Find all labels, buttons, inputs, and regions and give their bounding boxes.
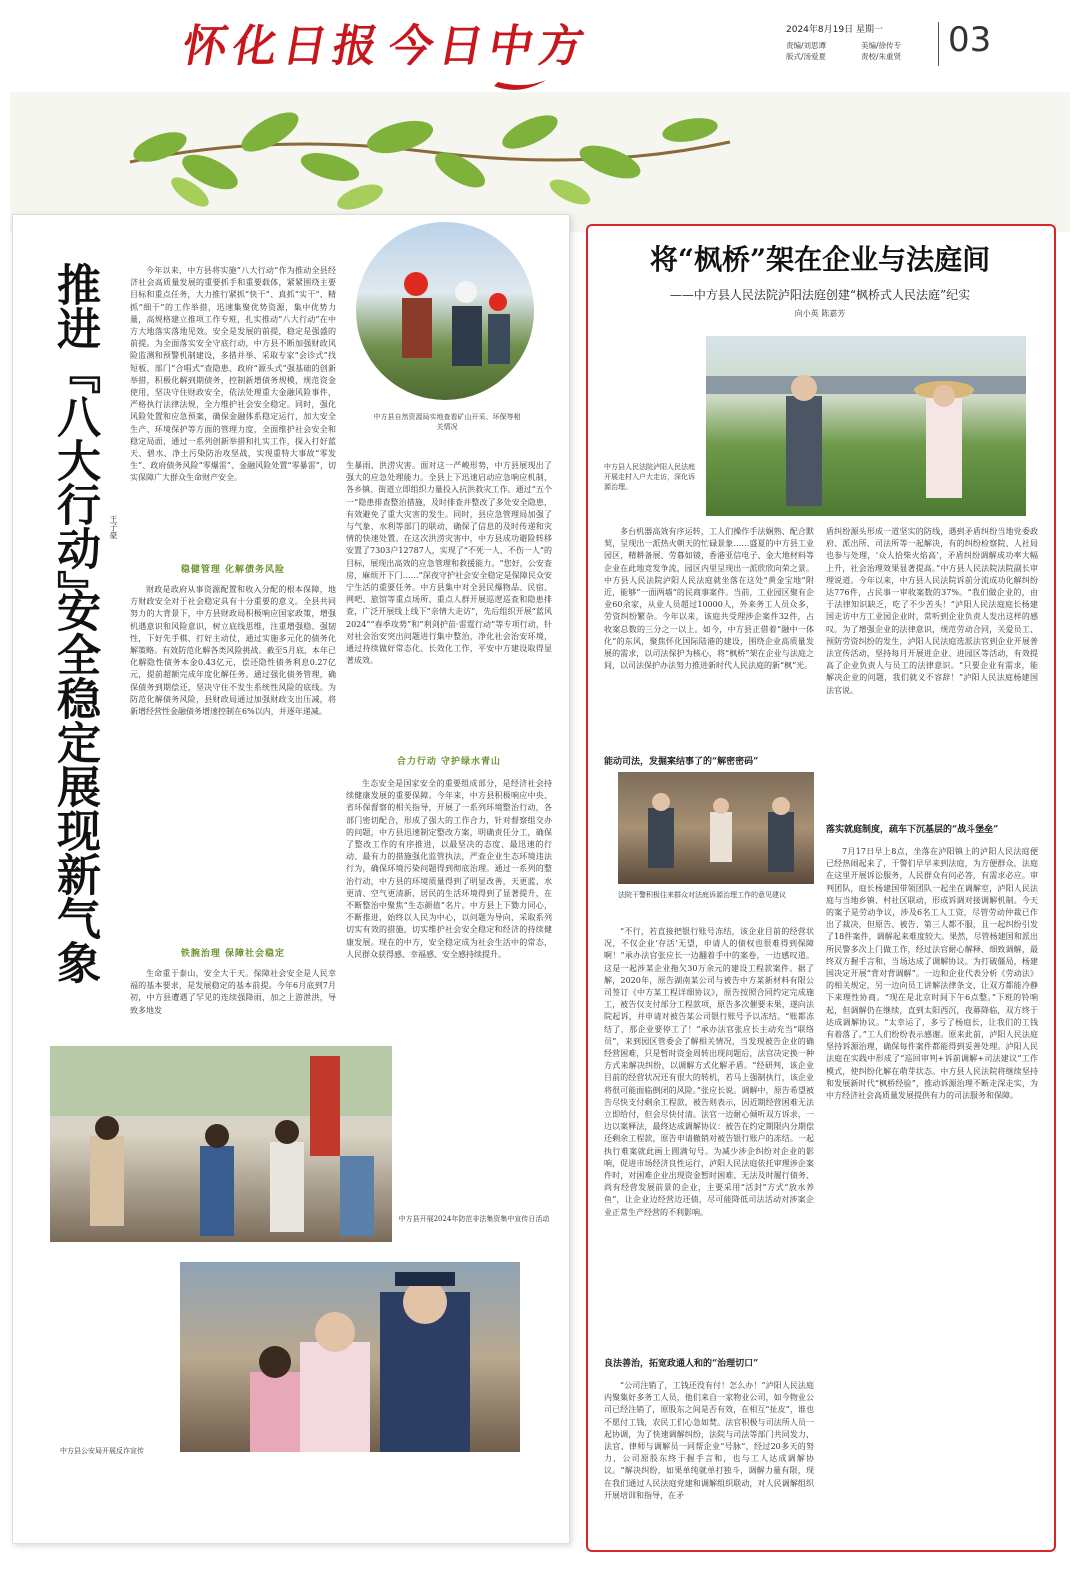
paragraph: 生命重于泰山，安全大于天。保障社会安全是人民幸福的基本要求，是发展稳定的基本前提。今年6月底到7月初，中方县遭遇了罕见的连续强降雨，加之上游泄洪，导致多地发	[130, 969, 336, 1015]
right-col2-text	[826, 526, 1038, 814]
section-heading: 合力行动 守护绿水青山	[396, 757, 502, 767]
section-name: 今日中方	[384, 21, 594, 72]
right-col1-text-3	[604, 1380, 814, 1544]
paragraph: 今年以来，中方县将实施“八大行动”作为推动全县经济社会高质量发展的重要抓手和重要载体，紧紧围绕主要目标和重点任务，大力推行紧抓“快干”、真抓“实干”、精抓“细干”的工作举措，迅速集聚优势资源，集中优势力量，高规格建立推项工作专班，扎实推动“八大行动”在中方大地落实落地见效。安全是发展的前提，稳定是强盛的前提。为全面落实安全守底行动，中方县不断加强财政风险监测和预警机制建设，多措并举、采取专家“会诊式”找短板、部门“合唱式”查隐患、政府“源头式”强基础的创新举措，积极化解到期债务，控制新增债务规模，规范资金使用，坚决守住财政安全，依法处理重大金融风险事件，严格执行法律法规，全力维护社会安全稳定。同时，强化风险处置和应急预案，确保金融体系稳定运行，加大安全生产、环境保护等方面的管理力度，全面维护社会安全和稳定局面，通过一系列创新举措和扎实工作，探入打好蓝天、碧水、净土污染防治攻坚战，实现重特大事故“零发生”、政府债务风险“零爆雷”、金融风险处置“零暴雷”，切实保障广大群众生命财产安全。	[130, 266, 336, 483]
title-line-2: 安全稳定展现新气象	[49, 588, 100, 984]
section-heading: 稳健管理 化解债务风险	[180, 565, 286, 575]
right-col1-text	[604, 526, 814, 748]
editor-credit: 版式/汤爱夏	[786, 52, 827, 61]
left-article-author: 王子豪	[109, 515, 118, 539]
title-line-1: 推进『八大行动』	[49, 262, 100, 614]
page-divider	[938, 22, 939, 66]
left-col1-text-2	[130, 584, 336, 934]
left-col2-text	[346, 460, 552, 740]
editor-credit: 美编/徐传专	[861, 41, 902, 50]
leaf-branch-icon	[10, 92, 1070, 232]
left-col1-text	[130, 265, 336, 555]
section-heading: 落实就庭制度，疏车下沉基层的“战斗堡垒”	[826, 825, 999, 835]
photo-caption: 法院干警积极往来群众对法庭诉源治理工作的意见建议	[618, 891, 786, 899]
leaf-banner	[10, 92, 1070, 232]
paragraph: 多台机器高效有序运转，工人们操作手法娴熟、配合默契，呈现出一派热火朝天的忙碌景象……盛夏的中方县工业园区，精耕备展、劳暮如镜，香港亚信电子、金大地材料等企业在此地竞发争流，园区内里呈现出一派欣欣向荣之景。中方县人民法院泸阳人民法庭就坐落在这处“黄金宝地”附近，能够“一面两墙”的民商事案件。当前，工业园区聚有企业60余家，从业人员超过10000人，外来务工人员众多，劳资纠纷繁杂。今年以来，该庭共受理涉企案件32件，占收案总数的三分之一以上。如今，中方县正借着“融中一体化”的东风，聚焦怀化国际陆港的建设，围绕企业高质量发展的需求，以司法保护为核心，将“枫桥”架在企业与法庭之间，以司法保护办法努力推进新时代人民法庭的新“枫”光。	[604, 527, 814, 671]
paragraph: “公司注销了，工钱还没有付！怎么办！”泸阳人民法庭内聚集好多务工人员，他们来自一家物业公司，如今物业公司已经注销了，原股东之间是否有效，在相互“扯皮”，谁也不愿付工钱，农民工们心急如焚。法官积极与司法所人员一起协调，为了快速调解纠纷，法院与司法等部门共同发力，法官、律师与调解员一同帮企业“号脉”，经过20多天的努力，公司原股东终于握手言和，也与工人达成调解协议。“解决纠纷，如果单纯就单打独斗，调解力量有限，现在我们通过人民法庭党建和调解组织联动，对人民调解组织开展培训和指导，在矛	[604, 1381, 814, 1500]
paragraph: 生态安全是国家安全的重要组成部分，是经济社会持续健康发展的重要保障。今年来，中方县积极响应中央、省环保督察的相关指导，开展了一系列环境整治行动，各部门密切配合，形成了强大的工作合力，针对督察组交办的问题，中方县迅速制定整改方案，明确责任分工，确保了整改工作的有序推进，以最坚决的态度、最迅速的行动、最有力的措施强化监管执法，严查企业生态环境违法行为，确保环境污染问题得到彻底治理。通过一系列的整治行动，中方县的环境质量得到了明显改善，天更蓝、水更清、空气更清新，居民的生活环境得到了显著提升，在不断整治中聚焦“生态颜值”名片。中方县上下勠力同心，不断推进，始终以人民为中心，以问题为导向，采取系列切实有效的措施，切实维护社会安全稳定和经济的持续健康发展。现在的中方，安全稳定成为社会生活中的常态，人民群众获得感、幸福感、安全感持续提升。	[346, 779, 552, 959]
photo-field-visit	[706, 336, 1026, 516]
photo-publicity-event	[50, 1046, 392, 1242]
editor-credits	[786, 40, 936, 62]
page-number: 03	[948, 20, 992, 60]
paragraph: 盾纠纷源头形成一道坚实的防线，遇到矛盾纠纷当地党委政府、派出所、司法所等一起解决，有的纠纷检察院、人社局也参与处理，‘众人拾柴火焰高’，矛盾纠纷调解成功率大幅上升，社会治理效果显著提高。”中方县人民法院法院副长审理说道。今年以来，中方县人民法院诉前分流成功化解纠纷达776件，占民事一审收案数的37%。“我们做企业的，由于法律知识缺乏，吃了不少苦头！”泸阳人民法庭庭长杨建国走访中方工业园企业时，常听到企业负责人发出这样的感叹。为了增强企业的法律意识，规范劳动合同，关爱员工、预防劳资纠纷的发生，泸阳人民法庭选派法官到企业开展普法宣传活动，坚持每月开展进企业、进园区等活动，有效提高了企业负责人与员工的法律意识。“只要企业有需求，能解决企业的问题，我们就义不容辞！”泸阳人民法庭杨建国法官说。	[826, 527, 1038, 695]
photo-caption: 中方县自然资源局实地查看矿山开采、环保等相关情况	[373, 413, 521, 431]
left-col2-text-2	[346, 778, 552, 1040]
editor-credit: 责编/刘思谭	[786, 41, 827, 50]
paragraph: “不行，若直接把银行账号冻结，该企业目前的经营状况，不仅企业‘存活’无望，申请人的债权也很难得到保障啊！”承办法官张应长一边翻着手中的案卷，一边感叹道。这是一起涉某企业拖欠30万余元的建设工程款案件。据了解，2020年，原告湖南某公司与被告中方某新材料有限公司签订《中方某工程详细协议》，原告按照合同约定完成施工，被告仅支付部分工程款项，原告多次催要未果，遂向法院起诉，并申请对被告某公司银行账号予以冻结。“账都冻结了，那企业要停工了！”承办法官张应长主动充当“联络员”，来到园区管委会了解相关情况，当发现被告企业的确经营困难，只是暂时资金周转出现问题后，法官决定换一种方式来解决纠纷，以调解方式化解矛盾。“经研判，该企业目前的经营状况还有很大的转机，若马上强制执行，该企业将很可能面临倒闭的风险。”张应长说。调解中，原告希望被告尽快支付剩余工程款，被告则表示，因近期经营困难无法立即给付，但会尽快付清。法官一边耐心倾听双方诉求，一边以案释法，最终达成调解协议：被告在约定期限内分期偿还剩余工程款，原告申请撤销对被告银行账户的冻结。一起执行难案就此画上圆满句号。为减少涉企纠纷对企业的影响，促进市场经济良性运行，泸阳人民法庭依托审理涉企案件时，对困难企业出现资金暂时困难、无法及时履行债务、尚有经营发展前景的企业，主要采用“活封”方式“放水养鱼”，让企业边经营边还债，尽可能降低司法活动对涉案企业正常生产经营的不利影响。	[604, 927, 814, 1217]
right-col2-text-2	[826, 846, 1038, 1542]
left-article-title-2	[38, 588, 98, 1008]
section-heading: 铁腕治理 保障社会稳定	[180, 949, 286, 959]
editor-credit: 责校/朱重贤	[861, 52, 902, 61]
right-article-author: 向小英 陈嘉芳	[794, 309, 846, 318]
issue-date: 2024年8月19日 星期一	[786, 25, 883, 35]
paragraph: 财政是政府从事资源配置和收入分配的根本保障，地方财政安全对于社会稳定具有十分重要的意义。全县共同努力的大背景下，中方县财政局积极响应国家政策，增强机遇意识和风险意识，树立底线思维，注重增强稳、强韧性，下好先手棋、打好主动仗，通过实施多元化的债务化解策略。有效防范化解各类风险挑战。截至5月底，本年已化解隐性债务本金0.43亿元，偿还隐性债务利息0.27亿元，提前超额完成年度化解任务。通过强化债务管理，确保债务到期偿还，坚决守住不发生系统性风险的底线。为防范化解债务风险，县财政局通过加强财政支出压减，将新增经营性金融债务增速控制在6%以内，并逐年递减。	[130, 585, 336, 717]
right-col1-text-2	[604, 926, 814, 1346]
left-col1-text-3	[130, 968, 336, 1040]
photo-caption: 中方县公安局开展反诈宣传	[60, 1447, 144, 1455]
right-article-title: 将“枫桥”架在企业与法庭间	[649, 243, 991, 276]
photo-caption-box	[394, 1214, 554, 1224]
photo-caption: 中方县人民法院泸阳人民法庭开展走村入户大走访，深化诉源治理。	[604, 463, 695, 491]
photo-inspection	[356, 222, 534, 400]
paper-name: 怀化日报	[178, 21, 388, 72]
photo-caption: 中方县开展2024年防范非法集资集中宣传日活动	[398, 1215, 550, 1223]
masthead	[0, 0, 1080, 90]
photo-anti-fraud	[180, 1262, 520, 1452]
section-heading: 能动司法，发掘案结事了的“解密密码”	[604, 757, 759, 767]
swoosh-icon	[490, 76, 550, 92]
paragraph: 生暴雨、洪涝灾害。面对这一严峻形势，中方县展现出了强大的应急处理能力。全县上下迅速启动应急响应机制，各乡镇、街道立即组织力量投入抗洪救灾工作。通过“五个一”隐患排查整治措施，及时排查并整改了多处安全隐患，有效避免了重大灾害的发生。同时，县应急管理局加强了与气象、水利等部门的联动，确保了信息的及时传递和灾情的快速处置。在这次洪涝灾害中，中方县成功避险转移安置了7303户12787人，实现了“不死一人、不伤一人”的目标，展现出高效的应急管理和救援能力。“您好，公安查房，麻烦开下门……”深夜守护社会安全稳定是保障民众安宁生活的重要任务。中方县集中对全县民爆物品、民宿、网吧、旅馆等重点场所、重点人群开展巡逻巡查和隐患排查，广泛开展线上线下“亲情大走访”，先后组织开展“蓝风2024”“春季攻势”和“利剑护苗·雷霆行动”等专项行动，针对社会治安突出问题进行集中整治，净化社会治安环境，通过持续做好常态化、长效化工作，平安中方建设取得显著成效。	[346, 461, 552, 666]
paragraph: 7月17日早上8点，坐落在泸阳镇上的泸阳人民法庭便已经热闹起来了，干警们早早来到法庭，为方便群众，法庭在这里开展诉讼服务，人民群众有问必答，有需求必应。审判团队，庭长杨建国带领团队一起坐在调解室，泸阳人民法庭与当地乡镇、村社区联动，形成诉调对接调解机制。今天的案子是劳动争议，涉及6名工人工资，尽管劳动仲裁已作出了裁决，但原告、被告、第三人都不服，且一起纠纷引发了18件案件，调解起来难度较大。果然，尽管杨建国和派出所民警多次上门做工作，经过法官耐心解释、细致调解，最终双方握手言和，当场达成了调解协议。为打破僵局，杨建国决定开展“背对背调解”。一边和企业代表分析《劳动法》的相关规定，另一边向员工讲解法律条文，让双方都能冷静下来理性协商。“现在是北京时间下午6点整。”下班的铃响起，但调解仍在继续，直到太阳西沉，夜幕降临，双方终于达成调解协议。“太幸运了，多亏了杨庭长，让我们的工钱有着落了。”工人们纷纷表示感谢。原来此前，泸阳人民法庭坚持诉源治理，确保每件案件都能得到妥善处理。泸阳人民法庭在实践中形成了“巡回审判+诉前调解+司法建议”工作模式，使纠纷化解在萌芽状态。中方县人民法院将继续坚持和发展新时代“枫桥经验”，推动诉源治理不断走深走实，为中方经济社会高质量发展提供有力的司法服务和保障。	[826, 847, 1038, 1101]
photo-court-visit	[618, 772, 814, 884]
right-article-subtitle: ——中方县人民法院泸阳法庭创建“枫桥式人民法庭”纪实	[669, 288, 971, 302]
section-heading: 良法善治，拓宽政通人和的“治理切口”	[604, 1359, 759, 1369]
